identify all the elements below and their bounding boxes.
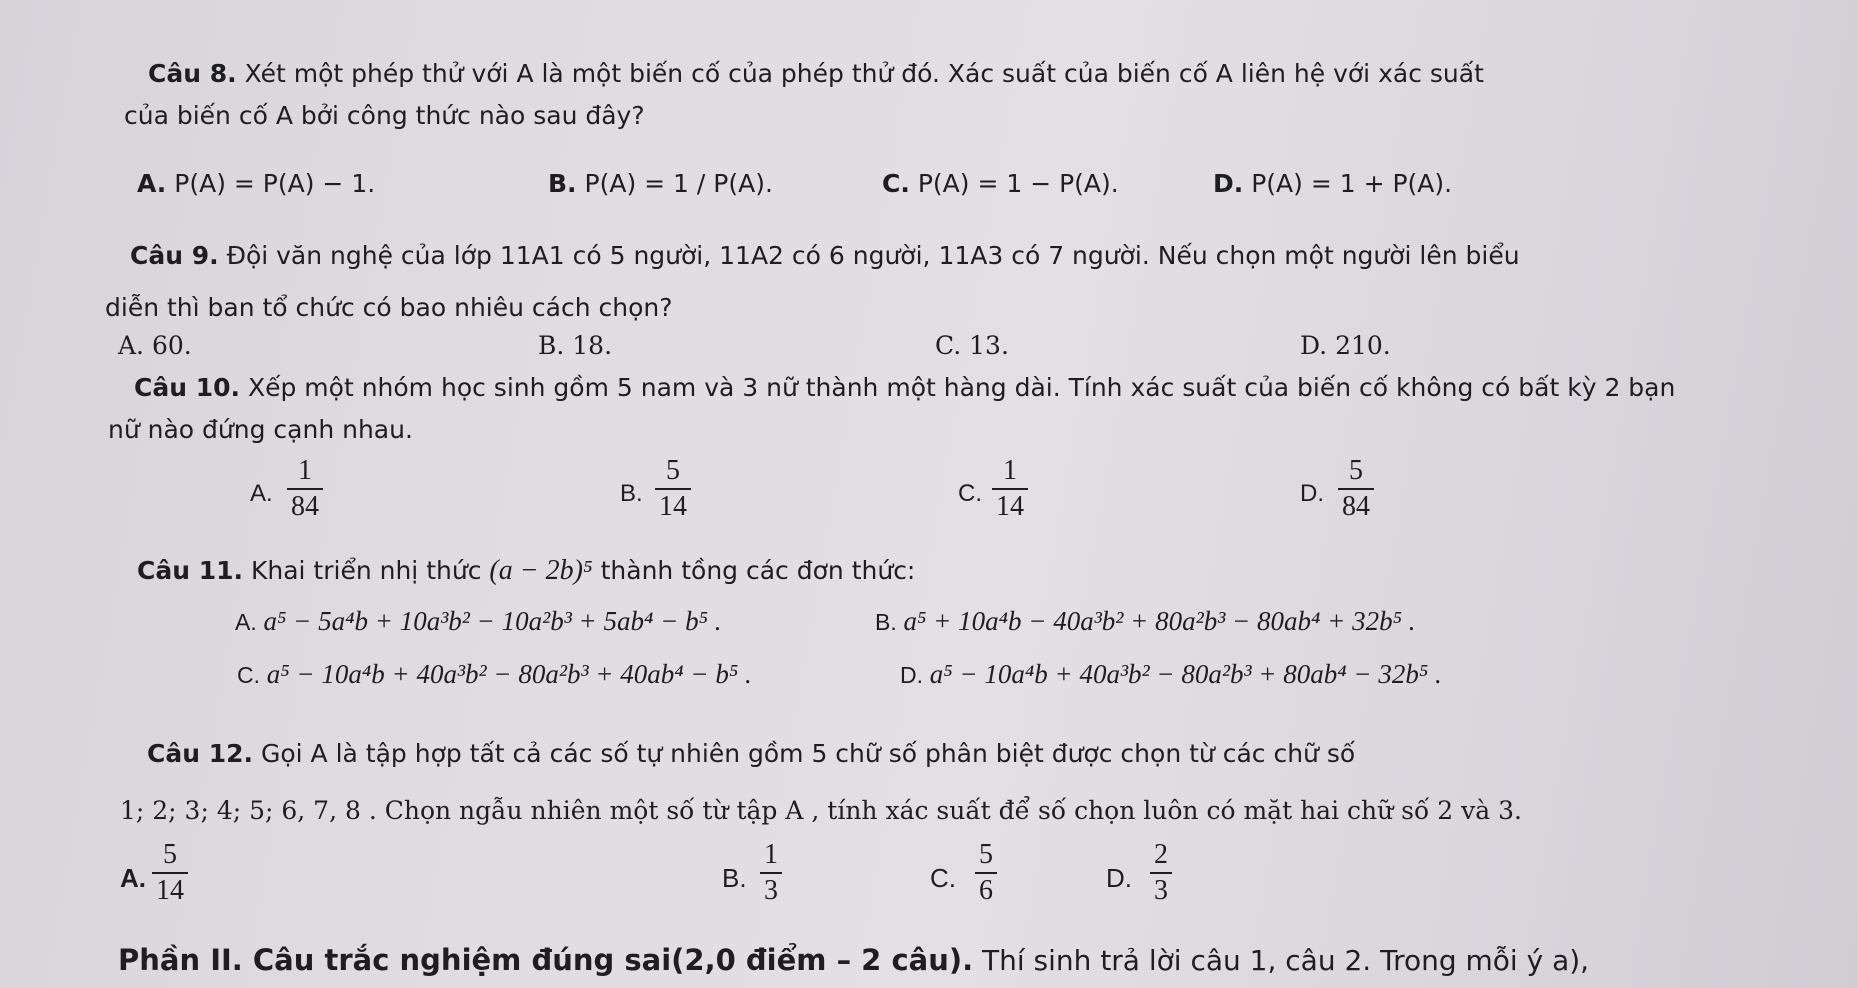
q11-option-b (875, 605, 1416, 638)
q12-option-c-den: 6 (975, 872, 997, 908)
q11-option-c (237, 658, 752, 691)
q11-option-b-text: a⁵ + 10a⁴b − 40a³b² + 80a²b³ − 80ab⁴ + 32b⁵ . (903, 606, 1416, 636)
q10-line2: nữ nào đứng cạnh nhau. (108, 415, 413, 444)
q12-option-b-letter: B. (722, 863, 747, 893)
q8-option-a (137, 168, 375, 200)
q8-option-a-text: P(A) = P(A) − 1. (174, 169, 376, 198)
q10-option-a-letter: A. (250, 480, 273, 507)
q11-option-d-text: a⁵ − 10a⁴b + 40a³b² − 80a²b³ + 80ab⁴ − 32b⁵ . (929, 659, 1442, 689)
q11-text-post: thành tồng các đơn thức: (600, 556, 916, 585)
q8-label: Câu 8. (148, 59, 237, 88)
q10-option-a-num: 1 (298, 455, 312, 486)
q11-label: Câu 11. (137, 556, 244, 585)
q8-option-d-text: P(A) = 1 + P(A). (1251, 169, 1453, 198)
q9-option-c (935, 330, 1009, 362)
q9-text-line1: Đội văn nghệ của lớp 11A1 có 5 người, 11A2 có 6 người, 11A3 có 7 người. Nếu chọn một người lên biểu (226, 241, 1520, 270)
q12-option-d-num: 2 (1154, 839, 1168, 870)
q10-option-d-den: 84 (1338, 488, 1374, 524)
q9-option-b-letter: B. (538, 331, 565, 360)
q12-option-d-fraction (1150, 838, 1172, 908)
q10-option-d-letter: D. (1300, 480, 1324, 507)
q9-option-b (538, 330, 612, 362)
q10-option-d-fraction (1338, 454, 1374, 524)
q10-option-a-fraction (287, 454, 323, 524)
q9-line2: diễn thì ban tổ chức có bao nhiêu cách chọn? (105, 293, 673, 322)
q10-option-b-num: 5 (666, 455, 680, 486)
q8-option-c-text: P(A) = 1 − P(A). (917, 169, 1119, 198)
q9-option-c-letter: C. (935, 331, 962, 360)
q12-option-a-letter: A. (120, 863, 146, 893)
q9-option-d (1300, 330, 1391, 362)
q12-option-b-fraction (760, 838, 782, 908)
q8-option-a-letter: A. (137, 169, 167, 198)
q11-option-d-letter: D. (900, 662, 923, 688)
q10-label: Câu 10. (134, 373, 241, 402)
q12-option-b-den: 3 (760, 872, 782, 908)
q12-option-c-fraction (975, 838, 997, 908)
q10-option-c-fraction (992, 454, 1028, 524)
q12-option-d-letter: D. (1106, 863, 1132, 893)
q11-option-a-text: a⁵ − 5a⁴b + 10a³b² − 10a²b³ + 5ab⁴ − b⁵ . (263, 606, 722, 636)
q12-option-d-den: 3 (1150, 872, 1172, 908)
q8-line1 (148, 58, 1484, 90)
q10-option-c-num: 1 (1003, 455, 1017, 486)
q9-option-a-letter: A. (118, 331, 145, 360)
q12-line2: 1; 2; 3; 4; 5; 6, 7, 8 . Chọn ngẫu nhiên một số từ tập A , tính xác suất để số chọn luôn có mặt hai chữ số 2 và 3. (120, 796, 1522, 825)
q9-option-c-text: 13. (969, 331, 1009, 360)
q9-option-a (118, 330, 192, 362)
q8-option-c-letter: C. (882, 169, 910, 198)
q10-option-b-letter: B. (620, 480, 643, 507)
q11-binomial: (a − 2b)⁵ (489, 555, 593, 586)
q12-option-c-letter: C. (930, 863, 956, 893)
q9-label: Câu 9. (130, 241, 219, 270)
q11-text-pre: Khai triển nhị thức (250, 556, 482, 585)
q8-text-line1: Xét một phép thử với A là một biến cố của phép thử đó. Xác suất của biến cố A liên hệ với xác suất (244, 59, 1484, 88)
q11-line1 (137, 555, 915, 587)
q8-option-b (548, 168, 773, 200)
q11-option-a-letter: A. (235, 609, 257, 635)
q9-option-d-letter: D. (1300, 331, 1328, 360)
q10-option-a-den: 84 (287, 488, 323, 524)
part2-instruction: Thí sinh trả lời câu 1, câu 2. Trong mỗi ý a), (982, 944, 1590, 977)
q12-option-a-num: 5 (163, 839, 177, 870)
q10-line1 (134, 372, 1675, 404)
q12-option-b-num: 1 (764, 839, 778, 870)
q11-option-c-text: a⁵ − 10a⁴b + 40a³b² − 80a²b³ + 40ab⁴ − b⁵ . (266, 659, 752, 689)
q8-line2: của biến cố A bởi công thức nào sau đây? (124, 101, 645, 130)
q8-option-b-text: P(A) = 1 / P(A). (584, 169, 773, 198)
q9-option-b-text: 18. (572, 331, 613, 360)
q12-option-a-den: 14 (152, 872, 188, 908)
q8-option-c (882, 168, 1119, 200)
q8-option-d (1213, 168, 1452, 200)
q12-option-a-fraction (152, 838, 188, 908)
q9-line1 (130, 240, 1520, 272)
part2-title: Phần II. Câu trắc nghiệm đúng sai(2,0 điểm – 2 câu). (118, 943, 974, 977)
q10-text-line1: Xếp một nhóm học sinh gồm 5 nam và 3 nữ thành một hàng dài. Tính xác suất của biến cố không có bất kỳ 2 bạn (247, 373, 1676, 402)
q10-option-d-num: 5 (1349, 455, 1363, 486)
q9-option-d-text: 210. (1335, 331, 1391, 360)
q12-text-line1: Gọi A là tập hợp tất cả các số tự nhiên gồm 5 chữ số phân biệt được chọn từ các chữ số (260, 739, 1356, 768)
part2-heading (118, 940, 1589, 981)
q12-option-c-num: 5 (979, 839, 993, 870)
q11-option-b-letter: B. (875, 609, 897, 635)
q9-option-a-text: 60. (151, 331, 192, 360)
q10-option-c-letter: C. (958, 480, 982, 507)
q12-line1 (147, 738, 1355, 770)
q11-option-d (900, 658, 1442, 691)
q11-option-a (235, 605, 722, 638)
q10-option-b-fraction (655, 454, 691, 524)
q8-option-d-letter: D. (1213, 169, 1244, 198)
q8-option-b-letter: B. (548, 169, 577, 198)
q10-option-b-den: 14 (655, 488, 691, 524)
q11-option-c-letter: C. (237, 662, 260, 688)
q10-option-c-den: 14 (992, 488, 1028, 524)
q12-label: Câu 12. (147, 739, 254, 768)
